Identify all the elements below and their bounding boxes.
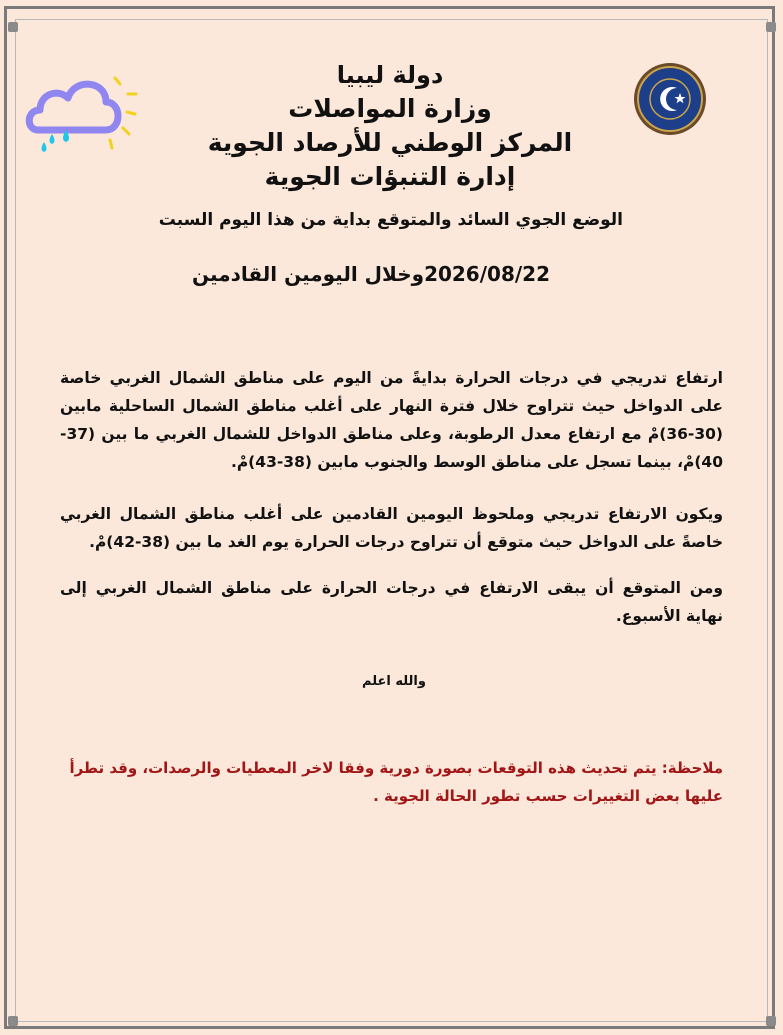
letterhead	[190, 58, 590, 194]
corner-dot	[8, 22, 18, 32]
ministry-name: وزارة المواصلات	[288, 94, 492, 123]
forecast-subtitle: الوضع الجوي السائد والمتوقع بداية من هذا اليوم السبت	[158, 210, 623, 230]
meteorological-center-logo	[633, 62, 707, 136]
closing-phrase: والله اعلم	[362, 674, 426, 689]
center-name: المركز الوطني للأرصاد الجوية	[207, 128, 573, 157]
corner-dot	[766, 1016, 776, 1026]
update-note: ملاحظة: يتم تحديث هذه التوقعات بصورة دورية وفقا لاخر المعطيات والرصدات، وقد تطرأ عليها بعض التغييرات حسب تطور الحالة الجوية .	[69, 759, 723, 805]
forecast-paragraph: ومن المتوقع أن يبقى الارتفاع في درجات الحرارة على مناطق الشمال الغربي إلى نهاية الأسبوع.	[60, 579, 723, 625]
department-name: إدارة التنبؤات الجوية	[264, 162, 516, 191]
forecast-paragraph: ويكون الارتفاع تدريجي وملحوظ اليومين القادمين على أغلب مناطق الشمال الغربي خاصةً على الدواخل حيث متوقع أن تتراوح درجات الحرارة يوم الغد ما بين (38-42)مْ.	[60, 505, 723, 551]
corner-dot	[8, 1016, 18, 1026]
cloud-sun-rain-icon	[24, 72, 146, 156]
country-name: دولة ليبيا	[336, 61, 444, 89]
corner-dot	[766, 22, 776, 32]
forecast-date: 2026/08/22وخلال اليومين القادمين	[192, 262, 550, 286]
forecast-paragraph: ارتفاع تدريجي في درجات الحرارة بدايةً من اليوم على مناطق الشمال الغربي خاصة على الدواخل حيث تتراوح خلال فترة النهار على أغلب مناطق الشمال الساحلية مابين (30-36)مْ مع ارتفاع معدل الرطوبة، وعلى مناطق الدواخل للشمال الغربي ما بين (37-40)مْ، بينما تسجل على مناطق الوسط والجنوب مابين (38-43)مْ.	[60, 369, 723, 471]
